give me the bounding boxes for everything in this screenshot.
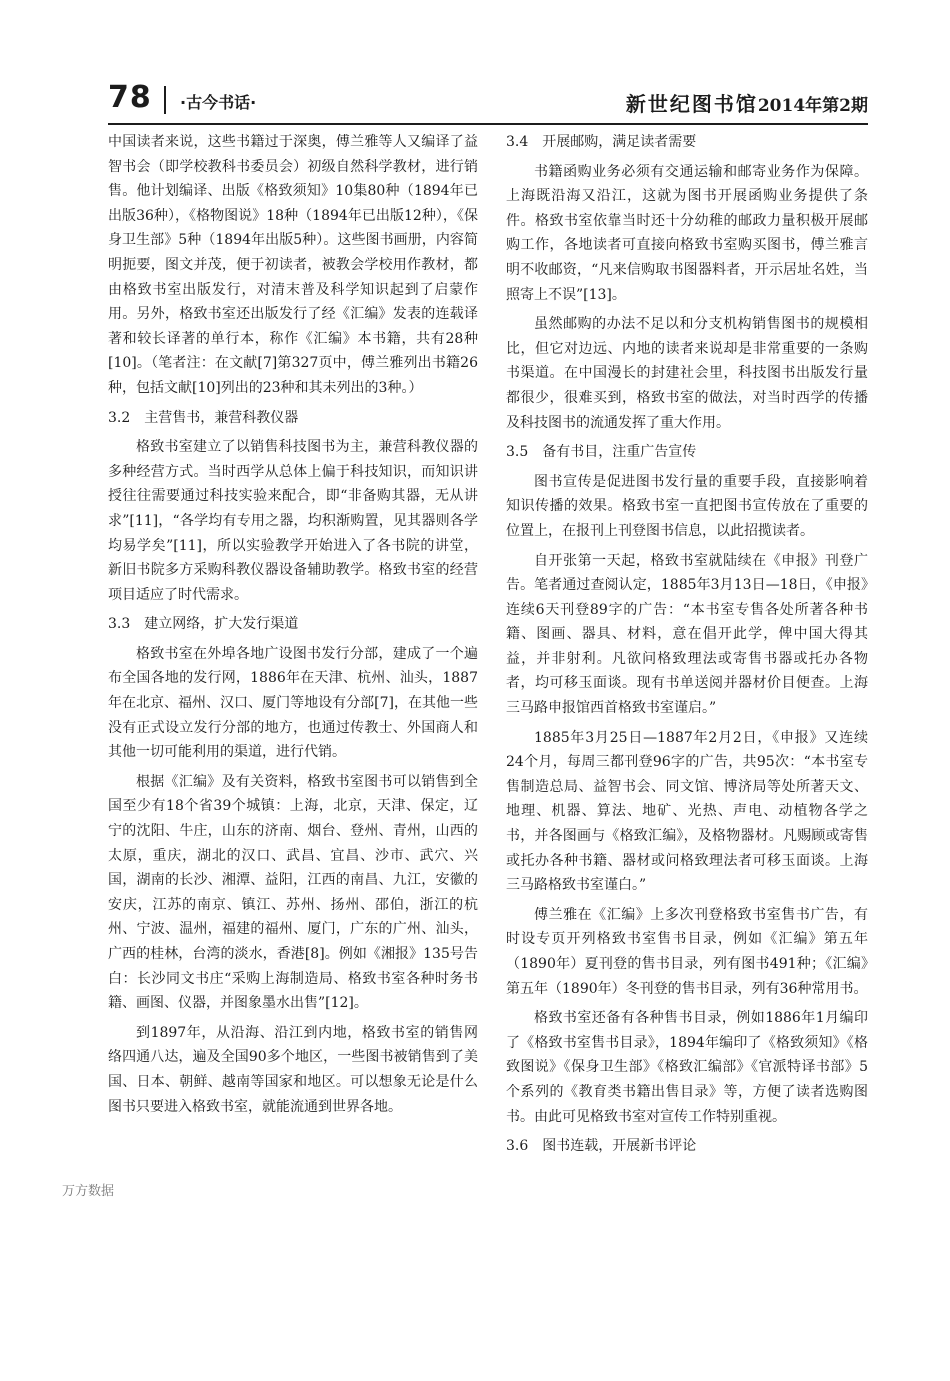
- paragraph: 到1897年，从沿海、沿江到内地，格致书室的销售网络四通八达，遍及全国90多个地区，一些图书被销售到了美国、日本、朝鲜、越南等国家和地区。可以想象无论是什么图书只要进入格致书室，就能流通到世界各地。: [108, 1024, 478, 1115]
- page-number: 78: [108, 80, 152, 115]
- section-heading-3-3: 3.3 建立网络，扩大发行渠道: [108, 616, 299, 633]
- section-heading-3-4: 3.4 开展邮购，满足读者需要: [506, 134, 697, 150]
- section-heading-3-2: 3.2 主营售书，兼营科教仪器: [108, 409, 299, 426]
- paragraph: 虽然邮购的办法不足以和分支机构销售图书的规模相比，但它对边远、内地的读者来说却是非常重要的一条购书渠道。在中国漫长的封建社会里，科技图书出版发行量都很少，很难买到，格致书室的做法，对当时西学的传播及科技图书的流通发挥了重大作用。: [506, 316, 868, 431]
- paragraph: 1885年3月25日—1887年2月2日，《申报》又连续24个月，每周三都刊登96字的广告，共95次：“本书室专售制造总局、益智书会、同文馆、博济局等处所著天文、地理、机器、算法、地矿、光热、声电、动植物各学之书，并各图画与《格致汇编》，及格物器材。凡赐顾或寄售或托办各种书籍、器材或问格致理法者可移玉面谈。上海三马路格致书室谨白。”: [506, 729, 868, 894]
- journal-issue: 2014年第2期: [757, 96, 868, 116]
- paragraph: 格致书室在外埠各地广设图书发行分部，建成了一个遍布全国各地的发行网，1886年在天津、杭州、汕头，1887年在北京、福州、汉口、厦门等地设有分部[7]，在其他一些没有正式设立发行分部的地方，也通过传教士、外国商人和其他一切可能利用的渠道，进行代销。: [108, 645, 478, 761]
- paragraph: 格致书室建立了以销售科技图书为主，兼营科教仪器的多种经营方式。当时西学从总体上偏于科技知识，而知识讲授往往需要通过科技实验来配合，即“非备购其器，无从讲求”[11]，“各学均有专用之器，均积渐购置，见其器则各学均易学矣”[11]，所以实验教学开始进入了各书院的讲堂，新旧书院多方采购科教仪器设备辅助教学。格致书室的经营项目适应了时代需求。: [108, 439, 478, 603]
- paragraph: 图书宣传是促进图书发行量的重要手段，直接影响着知识传播的效果。格致书室一直把图书宣传放在了重要的位置上，在报刊上刊登图书信息，以此招揽读者。: [506, 473, 868, 539]
- column-name: ·古今书话·: [180, 93, 257, 112]
- right-column: [506, 130, 868, 1164]
- left-column: [108, 130, 478, 1124]
- watermark: 万方数据: [62, 1184, 115, 1199]
- header-rule: [108, 123, 868, 125]
- section-heading-3-5: 3.5 备有书目，注重广告宣传: [506, 444, 697, 461]
- section-heading-3-6: 3.6 图书连载，开展新书评论: [506, 1138, 697, 1155]
- page-header: [108, 78, 868, 124]
- paragraph: 自开张第一天起，格致书室就陆续在《申报》刊登广告。笔者通过查阅认定，1885年3月13日—18日，《申报》连续6天刊登89字的广告：“本书室专售各处所著各种书籍、图画、器具、材料，意在倡开此学，俾中国大得其益，并非射利。凡欲问格致理法或寄售书器或托办各物者，均可移玉面谈。现有书单送阅并器材价目便查。上海三马路申报馆西首格致书室谨启。”: [506, 552, 868, 717]
- paragraph: 中国读者来说，这些书籍过于深奥，傅兰雅等人又编译了益智书会（即学校教科书委员会）初级自然科学教材，进行销售。他计划编译、出版《格致须知》10集80种（1894年已出版36种），《格物图说》18种（1894年已出版12种），《保身卫生部》5种（1894年出版5种）。这些图书画册，内容简明扼要，图文并茂，便于初读者，被教会学校用作教材，都由格致书室出版发行，对清末普及科学知识起到了启蒙作用。另外，格致书室还出版发行了经《汇编》发表的连载译著和较长译著的单行本，称作《汇编》本书籍，共有28种[10]。（笔者注：在文献[7]第327页中，傅兰雅列出书籍26种，包括文献[10]列出的23种和其未列出的3种。）: [108, 134, 478, 396]
- journal-title: 新世纪图书馆: [625, 92, 758, 116]
- header-divider: [164, 86, 166, 114]
- paragraph: 格致书室还备有各种售书目录，例如1886年1月编印了《格致书室售书目录》，1894年编印了《格致须知》《格致图说》《保身卫生部》《格致汇编部》《官派特译书部》5个系列的《教育类书籍出售目录》等，方便了读者选购图书。由此可见格致书室对宣传工作特别重视。: [506, 1010, 868, 1125]
- paragraph: 书籍函购业务必须有交通运输和邮寄业务作为保障。上海既沿海又沿江，这就为图书开展函购业务提供了条件。格致书室依靠当时还十分幼稚的邮政力量积极开展邮购工作，各地读者可直接向格致书室购买图书，傅兰雅言明不收邮资，“凡来信购取书图器料者，开示居址名姓，当照寄上不误”[13]。: [506, 163, 868, 303]
- journal-info: [626, 88, 868, 117]
- paragraph: 傅兰雅在《汇编》上多次刊登格致书室售书广告，有时设专页开列格致书室售书目录，例如《汇编》第五年（1890年）夏刊登的售书目录，列有图书491种；《汇编》第五年（1890年）冬刊登的售书目录，列有36种常用书。: [506, 906, 868, 997]
- paragraph: 根据《汇编》及有关资料，格致书室图书可以销售到全国至少有18个省39个城镇：上海，北京，天津、保定，辽宁的沈阳、牛庄，山东的济南、烟台、登州、青州，山西的太原，重庆，湖北的汉口、武昌、宜昌、沙市、武穴、兴国，湖南的长沙、湘潭、益阳，江西的南昌、九江，安徽的安庆，江苏的南京、镇江、苏州、扬州、邵伯，浙江的杭州、宁波、温州，福建的福州、厦门，广东的广州、汕头，广西的桂林，台湾的淡水，香港[8]。例如《湘报》135号告白：长沙同文书庄“采购上海制造局、格致书室各种时务书籍、画图、仪器，并图象墨水出售”[12]。: [108, 773, 478, 1012]
